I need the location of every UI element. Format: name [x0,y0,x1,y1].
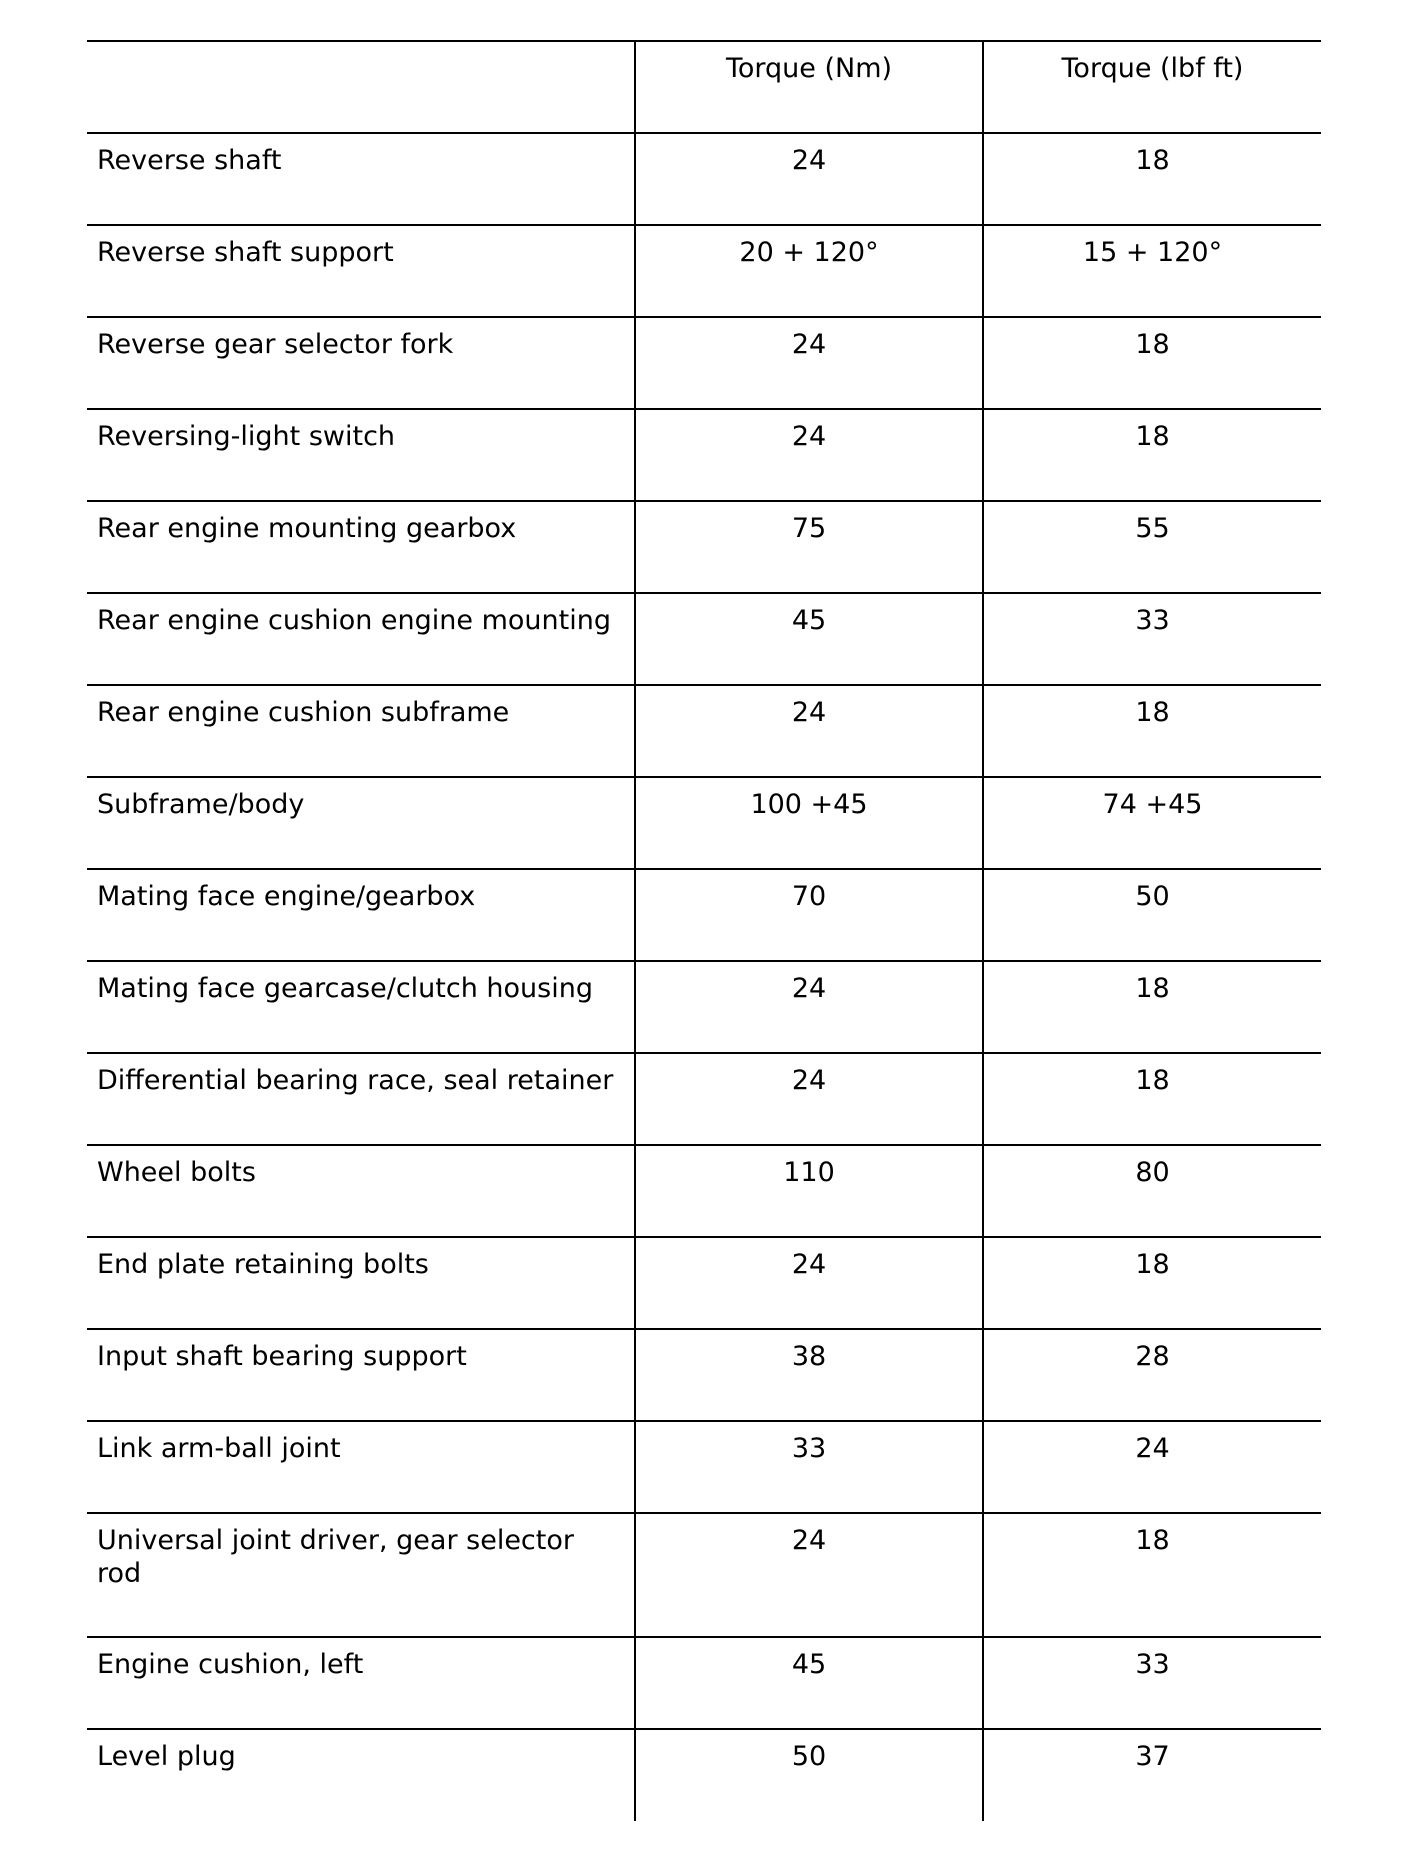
cell-torque-lbf-ft: 18 [983,409,1321,501]
cell-torque-lbf-ft: 18 [983,1513,1321,1637]
cell-torque-lbf-ft: 80 [983,1145,1321,1237]
table-row [87,1637,1321,1729]
header-torque-nm: Torque (Nm) [635,41,983,133]
cell-torque-nm: 24 [635,1237,983,1329]
table-row [87,961,1321,1053]
header-row [87,41,1321,133]
cell-torque-nm: 24 [635,961,983,1053]
cell-item: Engine cushion, left [87,1637,635,1729]
table-row [87,685,1321,777]
cell-torque-nm: 45 [635,593,983,685]
cell-torque-lbf-ft: 15 + 120° [983,225,1321,317]
cell-torque-lbf-ft: 18 [983,685,1321,777]
cell-torque-nm: 50 [635,1729,983,1821]
table-row [87,593,1321,685]
cell-torque-nm: 24 [635,409,983,501]
cell-torque-nm: 75 [635,501,983,593]
cell-torque-lbf-ft: 33 [983,1637,1321,1729]
cell-item: Level plug [87,1729,635,1821]
table-row [87,869,1321,961]
cell-item: Rear engine mounting gearbox [87,501,635,593]
cell-item: Mating face engine/gearbox [87,869,635,961]
cell-item: Rear engine cushion engine mounting [87,593,635,685]
table-row [87,1145,1321,1237]
cell-torque-nm: 24 [635,1513,983,1637]
cell-torque-lbf-ft: 18 [983,1237,1321,1329]
table-row [87,1729,1321,1821]
cell-torque-nm: 110 [635,1145,983,1237]
cell-torque-nm: 24 [635,1053,983,1145]
table-row [87,225,1321,317]
cell-torque-nm: 24 [635,685,983,777]
cell-torque-nm: 38 [635,1329,983,1421]
table-row [87,133,1321,225]
table-row [87,777,1321,869]
cell-torque-lbf-ft: 18 [983,317,1321,409]
torque-table [87,40,1321,1821]
header-item [87,41,635,133]
cell-item: Wheel bolts [87,1145,635,1237]
cell-torque-nm: 45 [635,1637,983,1729]
cell-torque-nm: 70 [635,869,983,961]
cell-torque-lbf-ft: 18 [983,961,1321,1053]
cell-item: Rear engine cushion subframe [87,685,635,777]
cell-torque-lbf-ft: 50 [983,869,1321,961]
table-row [87,1329,1321,1421]
table-row [87,501,1321,593]
cell-torque-lbf-ft: 28 [983,1329,1321,1421]
table-row [87,1421,1321,1513]
header-torque-lbf-ft: Torque (lbf ft) [983,41,1321,133]
table-row [87,1513,1321,1637]
cell-torque-lbf-ft: 55 [983,501,1321,593]
cell-torque-lbf-ft: 33 [983,593,1321,685]
cell-item: Mating face gearcase/clutch housing [87,961,635,1053]
cell-torque-lbf-ft: 74 +45 [983,777,1321,869]
cell-torque-nm: 20 + 120° [635,225,983,317]
cell-item: Reversing-light switch [87,409,635,501]
table-row [87,317,1321,409]
table-row [87,1053,1321,1145]
cell-torque-lbf-ft: 24 [983,1421,1321,1513]
cell-item: Reverse shaft [87,133,635,225]
cell-item: End plate retaining bolts [87,1237,635,1329]
cell-torque-nm: 100 +45 [635,777,983,869]
cell-torque-lbf-ft: 37 [983,1729,1321,1821]
cell-item: Differential bearing race, seal retainer [87,1053,635,1145]
cell-item: Input shaft bearing support [87,1329,635,1421]
cell-torque-lbf-ft: 18 [983,133,1321,225]
cell-torque-lbf-ft: 18 [983,1053,1321,1145]
cell-torque-nm: 24 [635,317,983,409]
table-row [87,1237,1321,1329]
cell-item: Reverse shaft support [87,225,635,317]
cell-item: Universal joint driver, gear selector rod [87,1513,635,1637]
cell-torque-nm: 24 [635,133,983,225]
cell-item: Subframe/body [87,777,635,869]
cell-torque-nm: 33 [635,1421,983,1513]
cell-item: Reverse gear selector fork [87,317,635,409]
cell-item: Link arm-ball joint [87,1421,635,1513]
table-row [87,409,1321,501]
